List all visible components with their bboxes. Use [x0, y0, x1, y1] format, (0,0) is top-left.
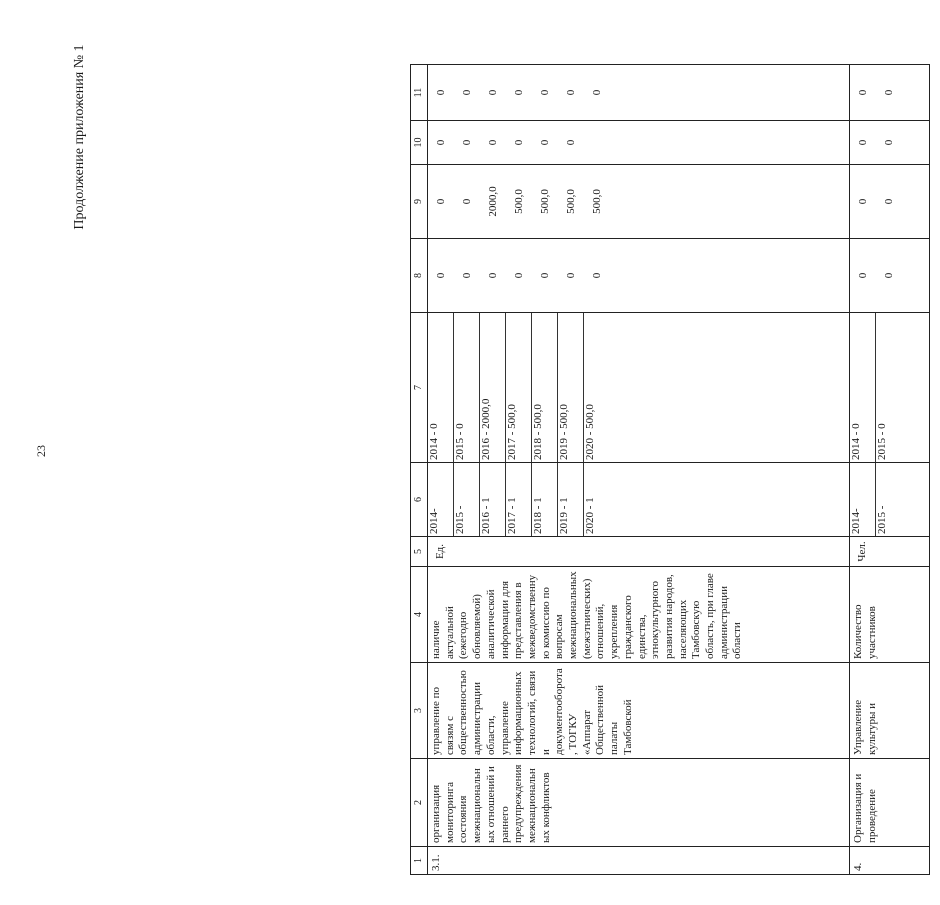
- indicator-name: Количество участников: [852, 604, 878, 659]
- header-cell: 1: [411, 847, 428, 875]
- header-cell: 5: [411, 537, 428, 567]
- page-number: 23: [34, 445, 48, 457]
- list-item: 2020 - 500,0: [584, 404, 596, 460]
- list-item: 0: [435, 198, 447, 205]
- column-11-values: [428, 65, 610, 120]
- table-row: [428, 65, 850, 875]
- list-item: 0: [883, 198, 895, 205]
- list-item: 500,0: [513, 189, 525, 214]
- column-9-values: [850, 165, 902, 238]
- program-table: [410, 64, 930, 875]
- activity-name: организация мониторинга состояния межнациональных отношений и раннего предупреждения межнациональных конфликтов: [430, 764, 552, 843]
- list-item: 0: [513, 272, 525, 279]
- row-number: 4.: [852, 862, 864, 871]
- list-item: 0: [487, 139, 499, 146]
- list-item: 2018 - 1: [532, 463, 558, 536]
- row-number: 3.1.: [430, 854, 442, 871]
- list-item: 0: [565, 272, 577, 279]
- list-item: 500,0: [565, 189, 577, 214]
- list-item: 2000,0: [487, 186, 499, 217]
- header-cell: 11: [411, 65, 428, 121]
- list-item: 2014-: [850, 463, 876, 536]
- list-item: 0: [487, 272, 499, 279]
- unit-of-measure: Ед.: [434, 543, 446, 560]
- list-item: 0: [883, 89, 895, 96]
- funding-values-list: [428, 313, 610, 462]
- header-cell: 3: [411, 663, 428, 759]
- list-item: 2019 - 1: [558, 463, 584, 536]
- year-values-list: [428, 463, 610, 536]
- list-item: 0: [565, 89, 577, 96]
- list-item: 2017 - 500,0: [506, 313, 532, 462]
- list-item: 2015 -: [454, 463, 480, 536]
- list-item: 0: [461, 139, 473, 146]
- list-item: 500,0: [539, 189, 551, 214]
- responsible-executor: Управление культуры и: [852, 699, 878, 755]
- indicator-name: наличие актуальной (ежегодно обновляемой) аналитической информации для представления в межведомственную комиссию по вопросам межнациональных (межэтнических) отношений, укрепления гражданского единства, этнокультурного развития народов, населяющих Тамбовскую область, при главе администрации области: [430, 571, 744, 659]
- year-values-list: [850, 463, 902, 536]
- list-item: 0: [487, 89, 499, 96]
- list-item: 0: [883, 272, 895, 279]
- header-cell: 6: [411, 463, 428, 537]
- list-item: 0: [513, 89, 525, 96]
- list-item: 0: [857, 89, 869, 96]
- list-item: 2014 - 0: [850, 313, 876, 462]
- unit-of-measure: Чел.: [856, 541, 868, 562]
- list-item: 2019 - 500,0: [558, 313, 584, 462]
- list-item: 0: [461, 198, 473, 205]
- list-item: 2020 - 1: [584, 497, 596, 534]
- header-cell: 10: [411, 121, 428, 165]
- list-item: 0: [461, 89, 473, 96]
- list-item: 0: [883, 139, 895, 146]
- list-item: 0: [539, 139, 551, 146]
- list-item: 2015 - 0: [876, 423, 888, 460]
- list-item: 0: [857, 198, 869, 205]
- activity-name: Организация и проведение: [852, 773, 878, 843]
- list-item: 2014-: [428, 463, 454, 536]
- column-8-values: [428, 239, 610, 312]
- list-item: 0: [539, 89, 551, 96]
- header-cell: 4: [411, 567, 428, 663]
- list-item: 0: [591, 272, 603, 279]
- list-item: 0: [435, 89, 447, 96]
- header-row: [411, 65, 428, 875]
- list-item: 2017 - 1: [506, 463, 532, 536]
- list-item: 2015 - 0: [454, 313, 480, 462]
- rotated-table-container: [410, 65, 940, 875]
- list-item: 0: [857, 139, 869, 146]
- list-item: 500,0: [591, 189, 603, 214]
- list-item: 2018 - 500,0: [532, 313, 558, 462]
- column-11-values: [850, 65, 902, 120]
- list-item: 0: [591, 89, 603, 96]
- header-cell: 9: [411, 165, 428, 239]
- list-item: 0: [539, 272, 551, 279]
- list-item: 0: [857, 272, 869, 279]
- appendix-caption: Продолжение приложения № 1: [72, 44, 87, 230]
- list-item: 2016 - 2000,0: [480, 313, 506, 462]
- table-row: [850, 65, 930, 875]
- header-cell: 2: [411, 759, 428, 847]
- funding-values-list: [850, 313, 902, 462]
- list-item: 2014 - 0: [428, 313, 454, 462]
- list-item: 2016 - 1: [480, 463, 506, 536]
- column-10-values: [850, 121, 902, 164]
- list-item: 0: [435, 272, 447, 279]
- list-item: 0: [513, 139, 525, 146]
- header-cell: 8: [411, 239, 428, 313]
- column-8-values: [850, 239, 902, 312]
- header-cell: 7: [411, 313, 428, 463]
- list-item: 0: [461, 272, 473, 279]
- column-9-values: [428, 165, 610, 238]
- responsible-executor: управление по связям с общественностью администрации области, управление информационных технологий, связи и документооборота, ТОГКУ «Аппарат Общественной палаты Тамбовской: [430, 668, 634, 755]
- list-item: 2015 -: [876, 505, 888, 534]
- list-item: 0: [435, 139, 447, 146]
- list-item: 0: [565, 139, 577, 146]
- column-10-values: [428, 121, 584, 164]
